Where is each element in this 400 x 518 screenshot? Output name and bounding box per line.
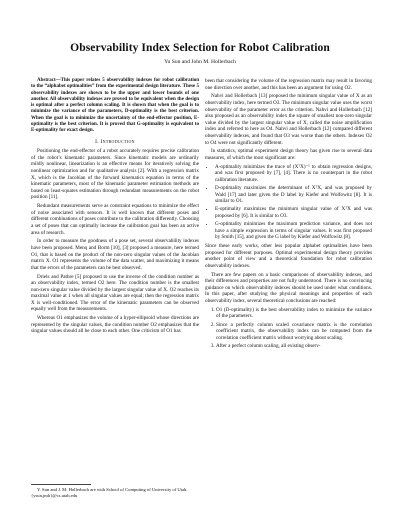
list-item: • G-optimality minimizes the maximum prediction variance, and does not have a simple expression in terms of singular values. It was first proposed by Smith [15], and given the G label by Kiefer and Wolfowitz [8]. [215, 221, 372, 241]
paper-authors: Yu Sun and John M. Hollerbach [164, 59, 236, 65]
paragraph: Positioning the end-effector of a robot accurately requires precise calibration of the robot’s kinematic parameters. Since kinematic models are ordinarily mildly nonlinear, linearization is an effective means for iteratively solving the nonlinear optimization and for qualitative analysis [2]. With a regression matrix X, which is the Jacobian of the forward kinematics equation in terms of the kinematic parameters, most of the kinematic parameter estimation methods are based on least-squares estimation through redundant measurements on the robot position [11]. [31, 148, 199, 201]
paragraph: Whereas O1 emphasizes the volume of a hyper-ellipsoid whose directions are represented by the singular values, the condition number O2 emphasizes that the singular values should all be close to each other. One criticism of O1 has [31, 315, 199, 335]
paragraph: Redundant measurements serve as constraint equations to minimize the effect of noise associated with sensors. It is well known that different poses and different combinations of poses contribute to the calibration differently. Choosing a set of poses that can optimally increase the calibration goal has been an active area of research. [31, 203, 199, 236]
paragraph: been that considering the volume of the regression matrix may result in favoring one direction over another, and this has been an argument for using O2. [205, 78, 372, 91]
paragraph: Driels and Pathre [5] proposed to use the inverse of the condition number as an observability index, termed O2 here. The condition number is the smallest non-zero singular value divided by the largest singular value of X. O2 reaches its maximal value at 1 when all singular values are equal; then the regression matrix X is well-conditioned. The error of the kinematic parameters can be observed equally well from the measurements. [31, 273, 199, 313]
list-item: 2. Since a perfectly column scaled covariance matrix is the correlation coefficient matrix, the observability index can be computed from the correlation coefficient matrix without worrying about scaling. [216, 322, 372, 342]
paragraph: Nahvi and Hollerbach [13] proposed the minimum singular value of X as an observability index, here termed O3. The minimum singular value uses the worst observability of the parameter error as the criterion. Nahvi and Hollerbach [12] also proposed as an observability index the square of smallest non-zero singular value divided by the largest singular value of X, called the noise amplification index and referred to here as O4. Nahvi and Hollerbach [12] compared different observability indexes, and found that O3 was worse than the others. Indexes O2 to O4 were not significantly different. [205, 93, 372, 146]
left-column [31, 78, 199, 337]
conclusions-list [205, 307, 372, 350]
list-item: • A-optimality minimizes the trace of (XᵀX)⁻¹ to obtain regression designs, and was first proposed by [7], [4]. There is no counterpart in the robot calibration literature. [215, 164, 372, 184]
footnote: Y. Sun and J. M. Hollerbach are with School of Computing of University of Utah. {ysun,jmh}@cs.utah.edu [31, 487, 188, 498]
paper-title: Observability Index Selection for Robot Calibration [70, 41, 330, 54]
section-heading-introduction: I. Introduction [95, 138, 135, 145]
right-column [205, 78, 372, 351]
list-item: 1. O1 (D-optimality) is the best observability index to minimize the variance of the parameters. [216, 307, 372, 320]
list-item: 3. After a perfect column scaling, all existing observ- [216, 343, 372, 350]
paragraph: In statistics, optimal experiment design theory has given rise to several data measures, of which the most significant are: [205, 148, 372, 161]
paragraph: There are few papers on a basic comparisons of observability indexes, and their differences and properties are not fully understood. There is no convincing guidance on which observability indexes should be used under what conditions. In this paper, after studying the physical meanings and properties of each observability index, several theoretical conclusions are reached: [205, 271, 372, 304]
footnote-rule [31, 484, 91, 485]
paragraph: In order to measure the goodness of a pose set, several observability indexes have been proposed. Menq and Borm [10], [3] proposed a measure, here termed O1, that is based on the product of the non-zero singular values of the Jacobian matrix X. O1 represents the volume of the data scatter, and maximizing it means that the errors of the parameters can be best observed. [31, 238, 199, 271]
list-item: • E-optimality maximizes the minimum singular value of XᵀX and was proposed by [6]. It is similar to O3. [215, 206, 372, 219]
abstract: Abstract—This paper relates 5 observability indexes for robot calibration to the “alphabet optimalities” from the experimental design literature. These 5 observability indexes are shown to be the upper and lower bounds of one another. All observability indexes are proved to be equivalent when the design is optimal after a perfect column scaling. It is shown that when the goal is to minimize the variance of the parameters, D-optimality is the best criterion. When the goal is to minimize the uncertainty of the end-effector position, E-optimality is the best criterion. It is proved that G-optimality is equivalent to E-optimality for exact design. [31, 78, 199, 134]
list-item: • D-optimality maximizes the determinant of XᵀX, and was proposed by Wald [17] and later given the D label by Kiefer and Wolfowitz [8]. It is similar to O1. [215, 185, 372, 205]
optimality-list [205, 164, 372, 241]
paragraph: Since these early works, other less popular alphabet optimalities have been proposed for different purposes. Optimal experimental design theory provides another point of view and a theoretical foundation for robot calibration observability indexes. [205, 243, 372, 269]
